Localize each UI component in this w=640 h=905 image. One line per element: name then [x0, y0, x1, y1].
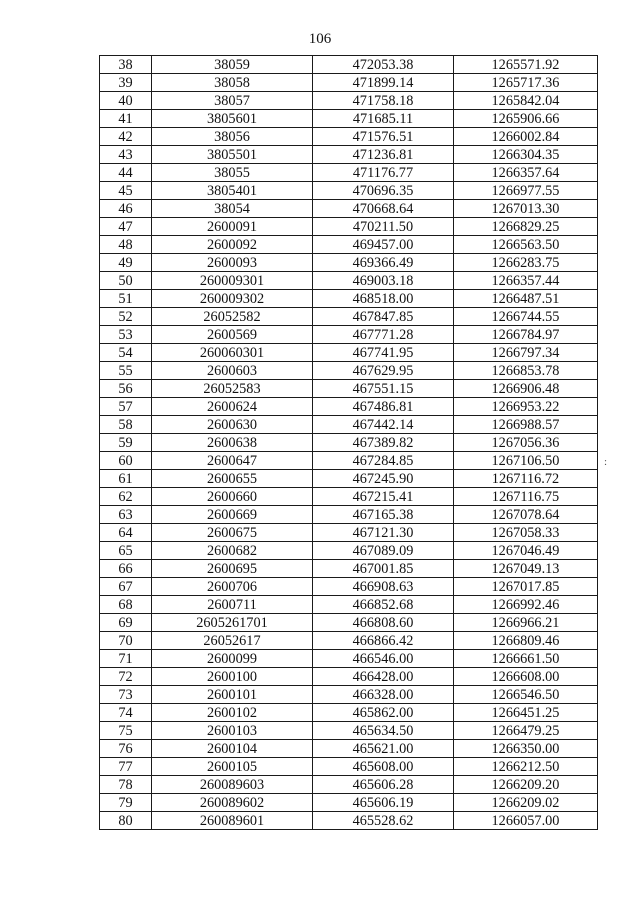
point-id-cell: 2600102 [152, 704, 313, 722]
x-coordinate-cell: 465862.00 [313, 704, 454, 722]
table-row [100, 776, 598, 794]
point-id-cell: 2600093 [152, 254, 313, 272]
y-coordinate-cell: 1266357.44 [454, 272, 598, 290]
x-coordinate-cell: 467486.81 [313, 398, 454, 416]
table-row [100, 686, 598, 704]
x-coordinate-cell: 465606.19 [313, 794, 454, 812]
table-row [100, 704, 598, 722]
point-id-cell: 2600695 [152, 560, 313, 578]
x-coordinate-cell: 465608.00 [313, 758, 454, 776]
y-coordinate-cell: 1266209.02 [454, 794, 598, 812]
row-number-cell: 57 [100, 398, 152, 416]
table-row [100, 110, 598, 128]
y-coordinate-cell: 1267078.64 [454, 506, 598, 524]
table-row [100, 398, 598, 416]
x-coordinate-cell: 469366.49 [313, 254, 454, 272]
point-id-cell: 2600669 [152, 506, 313, 524]
point-id-cell: 38057 [152, 92, 313, 110]
y-coordinate-cell: 1266563.50 [454, 236, 598, 254]
point-id-cell: 260009302 [152, 290, 313, 308]
y-coordinate-cell: 1266797.34 [454, 344, 598, 362]
point-id-cell: 38058 [152, 74, 313, 92]
point-id-cell: 2600675 [152, 524, 313, 542]
point-id-cell: 2600660 [152, 488, 313, 506]
y-coordinate-cell: 1266853.78 [454, 362, 598, 380]
y-coordinate-cell: 1267058.33 [454, 524, 598, 542]
x-coordinate-cell: 467245.90 [313, 470, 454, 488]
x-coordinate-cell: 471685.11 [313, 110, 454, 128]
point-id-cell: 260089601 [152, 812, 313, 830]
x-coordinate-cell: 466546.00 [313, 650, 454, 668]
y-coordinate-cell: 1266608.00 [454, 668, 598, 686]
point-id-cell: 2600103 [152, 722, 313, 740]
x-coordinate-cell: 467389.82 [313, 434, 454, 452]
table-row [100, 308, 598, 326]
y-coordinate-cell: 1266479.25 [454, 722, 598, 740]
x-coordinate-cell: 471576.51 [313, 128, 454, 146]
table-row [100, 488, 598, 506]
row-number-cell: 49 [100, 254, 152, 272]
row-number-cell: 46 [100, 200, 152, 218]
y-coordinate-cell: 1266451.25 [454, 704, 598, 722]
x-coordinate-cell: 466866.42 [313, 632, 454, 650]
y-coordinate-cell: 1266977.55 [454, 182, 598, 200]
x-coordinate-cell: 467551.15 [313, 380, 454, 398]
y-coordinate-cell: 1266744.55 [454, 308, 598, 326]
y-coordinate-cell: 1267106.50 [454, 452, 598, 470]
table-row [100, 200, 598, 218]
point-id-cell: 2600630 [152, 416, 313, 434]
row-number-cell: 52 [100, 308, 152, 326]
table-row [100, 560, 598, 578]
table-row [100, 614, 598, 632]
y-coordinate-cell: 1265842.04 [454, 92, 598, 110]
row-number-cell: 51 [100, 290, 152, 308]
point-id-cell: 38054 [152, 200, 313, 218]
table-row [100, 812, 598, 830]
page-number: 106 [308, 31, 332, 47]
x-coordinate-cell: 465606.28 [313, 776, 454, 794]
point-id-cell: 2600682 [152, 542, 313, 560]
y-coordinate-cell: 1266209.20 [454, 776, 598, 794]
y-coordinate-cell: 1266357.64 [454, 164, 598, 182]
table-row [100, 758, 598, 776]
x-coordinate-cell: 468518.00 [313, 290, 454, 308]
x-coordinate-cell: 466428.00 [313, 668, 454, 686]
row-number-cell: 58 [100, 416, 152, 434]
point-id-cell: 2600647 [152, 452, 313, 470]
point-id-cell: 2605261701 [152, 614, 313, 632]
table-row [100, 542, 598, 560]
row-number-cell: 70 [100, 632, 152, 650]
row-number-cell: 50 [100, 272, 152, 290]
y-coordinate-cell: 1266809.46 [454, 632, 598, 650]
table-row [100, 254, 598, 272]
y-coordinate-cell: 1267116.75 [454, 488, 598, 506]
x-coordinate-cell: 471899.14 [313, 74, 454, 92]
table-row [100, 146, 598, 164]
row-number-cell: 69 [100, 614, 152, 632]
row-number-cell: 77 [100, 758, 152, 776]
table-row [100, 380, 598, 398]
row-number-cell: 45 [100, 182, 152, 200]
row-number-cell: 66 [100, 560, 152, 578]
y-coordinate-cell: 1267056.36 [454, 434, 598, 452]
table-row [100, 506, 598, 524]
x-coordinate-cell: 466808.60 [313, 614, 454, 632]
y-coordinate-cell: 1266661.50 [454, 650, 598, 668]
row-number-cell: 47 [100, 218, 152, 236]
x-coordinate-cell: 471176.77 [313, 164, 454, 182]
point-id-cell: 26052582 [152, 308, 313, 326]
row-number-cell: 38 [100, 56, 152, 74]
table-row [100, 182, 598, 200]
table-row [100, 236, 598, 254]
y-coordinate-cell: 1266988.57 [454, 416, 598, 434]
y-coordinate-cell: 1266992.46 [454, 596, 598, 614]
y-coordinate-cell: 1266784.97 [454, 326, 598, 344]
row-number-cell: 41 [100, 110, 152, 128]
y-coordinate-cell: 1267116.72 [454, 470, 598, 488]
table-row [100, 362, 598, 380]
y-coordinate-cell: 1265571.92 [454, 56, 598, 74]
row-number-cell: 79 [100, 794, 152, 812]
y-coordinate-cell: 1267049.13 [454, 560, 598, 578]
table-row [100, 326, 598, 344]
table-row [100, 596, 598, 614]
table-row [100, 452, 598, 470]
point-id-cell: 26052583 [152, 380, 313, 398]
row-number-cell: 59 [100, 434, 152, 452]
row-number-cell: 53 [100, 326, 152, 344]
table-row [100, 740, 598, 758]
row-number-cell: 62 [100, 488, 152, 506]
y-coordinate-cell: 1266546.50 [454, 686, 598, 704]
table-row [100, 578, 598, 596]
y-coordinate-cell: 1266350.00 [454, 740, 598, 758]
row-number-cell: 67 [100, 578, 152, 596]
row-number-cell: 60 [100, 452, 152, 470]
table-row [100, 794, 598, 812]
y-coordinate-cell: 1267046.49 [454, 542, 598, 560]
point-id-cell: 3805401 [152, 182, 313, 200]
table-row [100, 416, 598, 434]
coordinates-table [99, 55, 598, 830]
table-row [100, 164, 598, 182]
row-number-cell: 55 [100, 362, 152, 380]
row-number-cell: 48 [100, 236, 152, 254]
row-number-cell: 80 [100, 812, 152, 830]
row-number-cell: 63 [100, 506, 152, 524]
x-coordinate-cell: 467629.95 [313, 362, 454, 380]
point-id-cell: 2600105 [152, 758, 313, 776]
row-number-cell: 76 [100, 740, 152, 758]
row-number-cell: 44 [100, 164, 152, 182]
point-id-cell: 260089603 [152, 776, 313, 794]
row-number-cell: 64 [100, 524, 152, 542]
point-id-cell: 2600101 [152, 686, 313, 704]
point-id-cell: 2600092 [152, 236, 313, 254]
table-row [100, 650, 598, 668]
row-number-cell: 71 [100, 650, 152, 668]
row-number-cell: 74 [100, 704, 152, 722]
y-coordinate-cell: 1266304.35 [454, 146, 598, 164]
row-number-cell: 68 [100, 596, 152, 614]
y-coordinate-cell: 1266212.50 [454, 758, 598, 776]
y-coordinate-cell: 1266966.21 [454, 614, 598, 632]
x-coordinate-cell: 469457.00 [313, 236, 454, 254]
x-coordinate-cell: 467771.28 [313, 326, 454, 344]
row-number-cell: 54 [100, 344, 152, 362]
table-row [100, 92, 598, 110]
y-coordinate-cell: 1266829.25 [454, 218, 598, 236]
row-number-cell: 75 [100, 722, 152, 740]
margin-mark: : [604, 456, 608, 468]
point-id-cell: 260060301 [152, 344, 313, 362]
row-number-cell: 72 [100, 668, 152, 686]
table-row [100, 74, 598, 92]
y-coordinate-cell: 1266283.75 [454, 254, 598, 272]
table-row [100, 434, 598, 452]
table-row [100, 344, 598, 362]
x-coordinate-cell: 466328.00 [313, 686, 454, 704]
point-id-cell: 2600091 [152, 218, 313, 236]
point-id-cell: 3805501 [152, 146, 313, 164]
point-id-cell: 2600711 [152, 596, 313, 614]
y-coordinate-cell: 1266057.00 [454, 812, 598, 830]
point-id-cell: 38055 [152, 164, 313, 182]
x-coordinate-cell: 470211.50 [313, 218, 454, 236]
x-coordinate-cell: 467847.85 [313, 308, 454, 326]
table-row [100, 290, 598, 308]
x-coordinate-cell: 467741.95 [313, 344, 454, 362]
y-coordinate-cell: 1266487.51 [454, 290, 598, 308]
table-row [100, 272, 598, 290]
point-id-cell: 2600624 [152, 398, 313, 416]
x-coordinate-cell: 467442.14 [313, 416, 454, 434]
point-id-cell: 2600603 [152, 362, 313, 380]
row-number-cell: 61 [100, 470, 152, 488]
table-row [100, 218, 598, 236]
row-number-cell: 65 [100, 542, 152, 560]
table-row [100, 722, 598, 740]
x-coordinate-cell: 467089.09 [313, 542, 454, 560]
table-row [100, 56, 598, 74]
x-coordinate-cell: 465528.62 [313, 812, 454, 830]
point-id-cell: 260009301 [152, 272, 313, 290]
point-id-cell: 2600099 [152, 650, 313, 668]
x-coordinate-cell: 470696.35 [313, 182, 454, 200]
point-id-cell: 38056 [152, 128, 313, 146]
point-id-cell: 3805601 [152, 110, 313, 128]
point-id-cell: 2600638 [152, 434, 313, 452]
table-row [100, 668, 598, 686]
row-number-cell: 40 [100, 92, 152, 110]
y-coordinate-cell: 1266002.84 [454, 128, 598, 146]
table-row [100, 470, 598, 488]
x-coordinate-cell: 465634.50 [313, 722, 454, 740]
row-number-cell: 43 [100, 146, 152, 164]
point-id-cell: 2600655 [152, 470, 313, 488]
y-coordinate-cell: 1267013.30 [454, 200, 598, 218]
point-id-cell: 2600104 [152, 740, 313, 758]
x-coordinate-cell: 467215.41 [313, 488, 454, 506]
x-coordinate-cell: 471236.81 [313, 146, 454, 164]
y-coordinate-cell: 1265906.66 [454, 110, 598, 128]
x-coordinate-cell: 470668.64 [313, 200, 454, 218]
point-id-cell: 26052617 [152, 632, 313, 650]
y-coordinate-cell: 1266953.22 [454, 398, 598, 416]
x-coordinate-cell: 465621.00 [313, 740, 454, 758]
x-coordinate-cell: 467121.30 [313, 524, 454, 542]
point-id-cell: 2600706 [152, 578, 313, 596]
x-coordinate-cell: 467284.85 [313, 452, 454, 470]
x-coordinate-cell: 466852.68 [313, 596, 454, 614]
x-coordinate-cell: 471758.18 [313, 92, 454, 110]
point-id-cell: 2600100 [152, 668, 313, 686]
table-row [100, 524, 598, 542]
y-coordinate-cell: 1265717.36 [454, 74, 598, 92]
y-coordinate-cell: 1267017.85 [454, 578, 598, 596]
x-coordinate-cell: 466908.63 [313, 578, 454, 596]
table-row [100, 128, 598, 146]
coordinates-table-body [100, 56, 598, 830]
row-number-cell: 56 [100, 380, 152, 398]
row-number-cell: 42 [100, 128, 152, 146]
table-row [100, 632, 598, 650]
x-coordinate-cell: 469003.18 [313, 272, 454, 290]
y-coordinate-cell: 1266906.48 [454, 380, 598, 398]
point-id-cell: 260089602 [152, 794, 313, 812]
row-number-cell: 78 [100, 776, 152, 794]
x-coordinate-cell: 467001.85 [313, 560, 454, 578]
row-number-cell: 39 [100, 74, 152, 92]
x-coordinate-cell: 467165.38 [313, 506, 454, 524]
point-id-cell: 2600569 [152, 326, 313, 344]
x-coordinate-cell: 472053.38 [313, 56, 454, 74]
row-number-cell: 73 [100, 686, 152, 704]
point-id-cell: 38059 [152, 56, 313, 74]
